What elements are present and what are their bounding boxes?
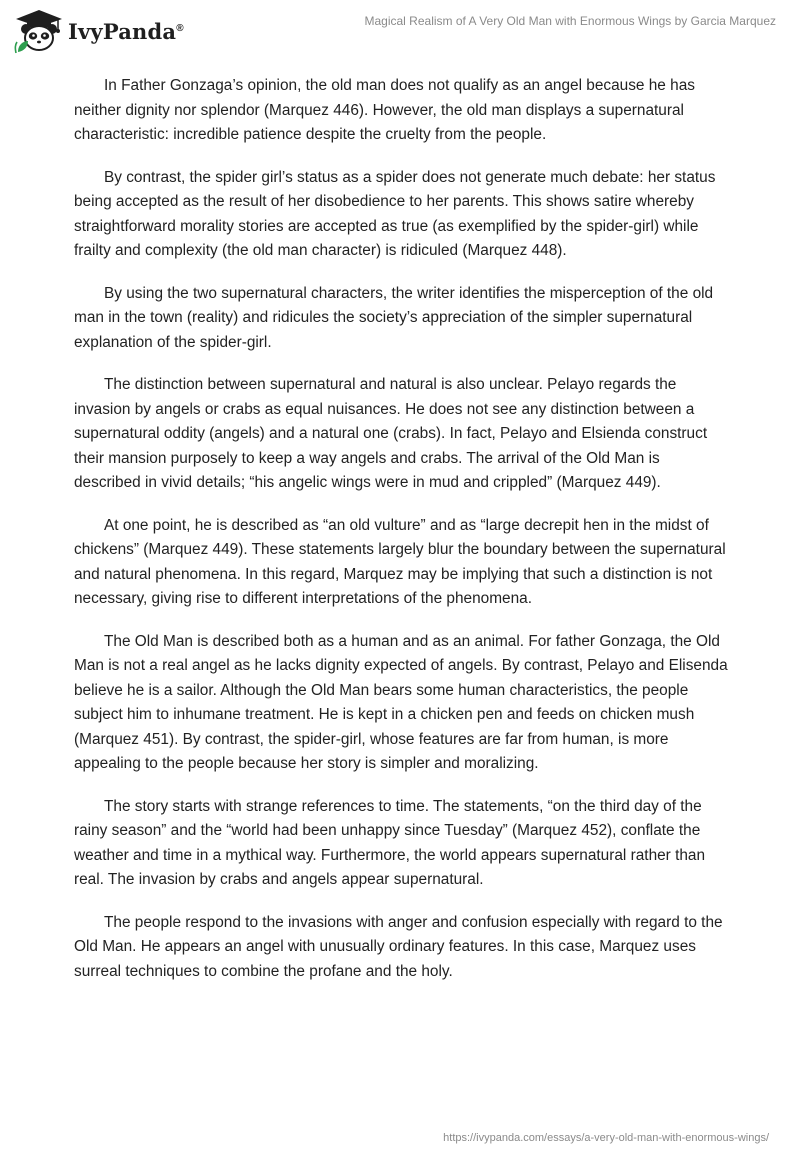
- source-url-link[interactable]: https://ivypanda.com/essays/a-very-old-man-with-enormous-wings/: [443, 1132, 769, 1144]
- paragraph: The people respond to the invasions with anger and confusion especially with regard to the Old Man. He appears an angel with unusually ordinary features. In this case, Marquez uses surreal techniques to combine the profane and the holy.: [74, 913, 723, 980]
- paragraph: The story starts with strange references to time. The statements, “on the third day of the rainy season” and the “world had been unhappy since Tuesday” (Marquez 452), conflate the weather and time in a mythical way. Furthermore, the world appears supernatural rather than real. The invasion by crabs and angels appear supernatural.: [74, 797, 706, 888]
- paragraph: The distinction between supernatural and natural is also unclear. Pelayo regards the invasion by angels or crabs as equal nuisances. He does not see any distinction between a supernatural oddity (angels) and a natural one (crabs). In fact, Pelayo and Elsienda construct their mansion purposely to keep a way angels and crabs. The arrival of the Old Man is described in vivid details; “his angelic wings were in mud and crippled” (Marquez 449).: [74, 376, 708, 491]
- essay-body: [74, 74, 730, 1002]
- panda-graduate-icon: [12, 8, 66, 54]
- paragraph: By contrast, the spider girl’s status as a spider does not generate much debate: her status being accepted as the result of her disobedience to her parents. This shows satire whereby straightforward morality stories are accepted as true (as exemplified by the spider-girl) while frailty and complexity (the old man character) is ridiculed (Marquez 448).: [74, 168, 716, 259]
- ivypanda-logo[interactable]: [12, 8, 184, 54]
- document-title: Magical Realism of A Very Old Man with Enormous Wings by Garcia Marquez: [364, 14, 776, 28]
- paragraph: The Old Man is described both as a human and as an animal. For father Gonzaga, the Old Man is not a real angel as he lacks dignity expected of angels. By contrast, Pelayo and Elisenda believe he is a sailor. Although the Old Man bears some human characteristics, the people subject him to inhumane treatment. He is kept in a chicken pen and feeds on chicken mush (Marquez 451). By contrast, the spider-girl, whose features are far from human, is more appealing to the people because her story is simpler and moralizing.: [74, 632, 728, 772]
- paragraph: At one point, he is described as “an old vulture” and as “large decrepit hen in the midst of chickens” (Marquez 449). These statements largely blur the boundary between the supernatural and natural phenomena. In this regard, Marquez may be implying that such a distinction is not necessary, giving rise to different interpretations of the phenomena.: [74, 516, 726, 607]
- logo-text: IvyPanda®: [68, 18, 184, 44]
- paragraph: By using the two supernatural characters, the writer identifies the misperception of the old man in the town (reality) and ridicules the society’s appreciation of the simpler supernatural explanation of the spider-girl.: [74, 284, 714, 351]
- paragraph: In Father Gonzaga’s opinion, the old man does not qualify as an angel because he has neither dignity nor splendor (Marquez 446). However, the old man displays a supernatural characteristic: incredible patience despite the cruelty from the people.: [74, 77, 695, 143]
- page-header: [0, 0, 800, 60]
